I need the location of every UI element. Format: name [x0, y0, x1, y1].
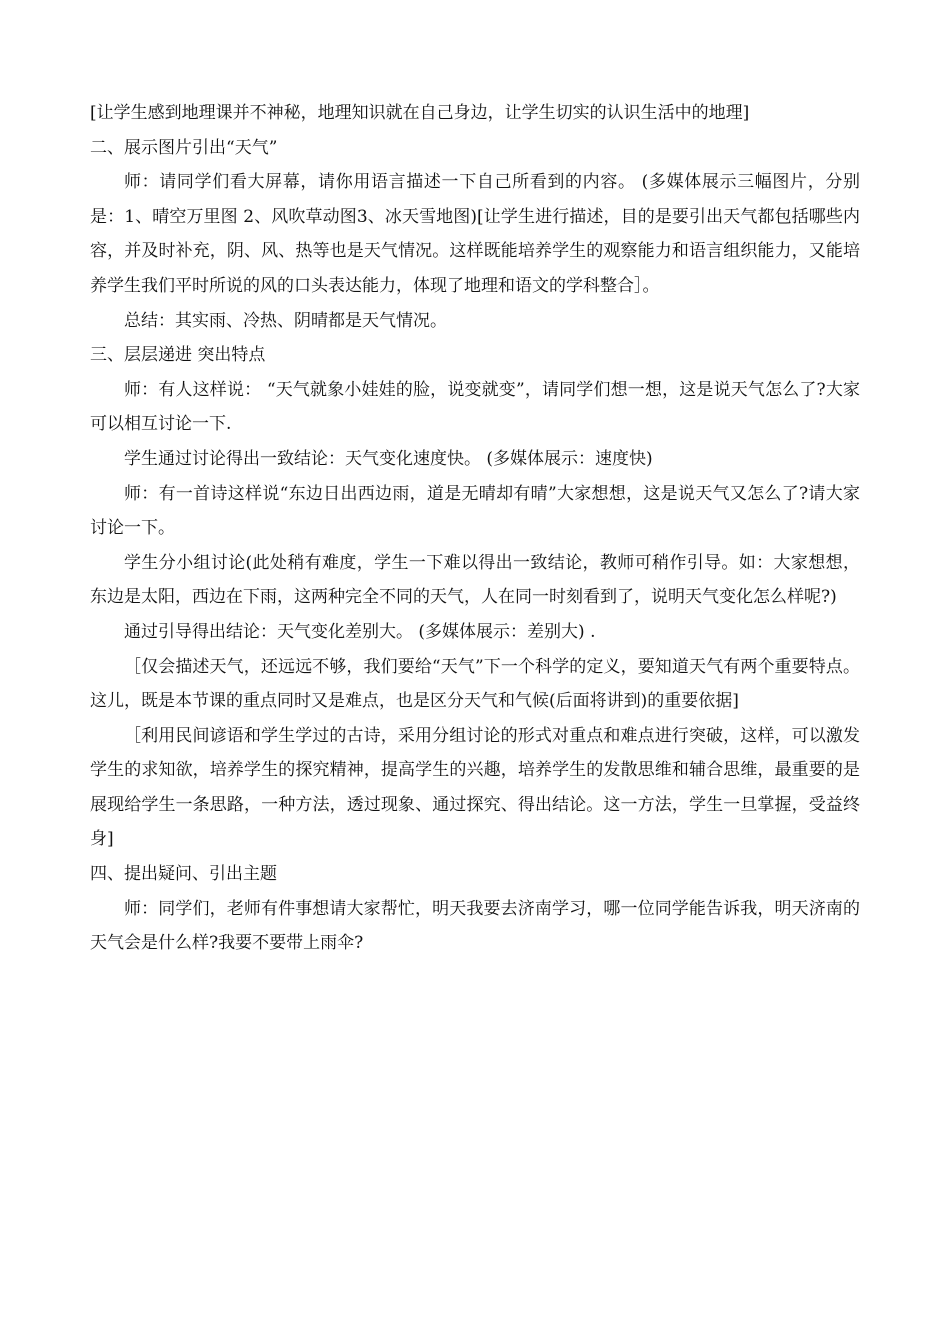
paragraph-teacher-saying: 师：有人这样说： “天气就象小娃娃的脸，说变就变”，请同学们想一想，这是说天气怎么了?大家可以相互讨论一下.	[90, 379, 860, 435]
paragraph-teacher-pictures: 师：请同学们看大屏幕，请你用语言描述一下自己所看到的内容。 (多媒体展示三幅图片，分别是：1、晴空万里图 2、风吹草动图3、冰天雪地图)[让学生进行描述，目的是要引出天气都包括哪些内容，并及时补充，阴、风、热等也是天气情况。这样既能培养学生的观察能力和语言组织能力，又能培养学生我们平时所说的风的口头表达能力，体现了地理和语文的学科整合］。	[90, 172, 860, 296]
paragraph-intro-note: [让学生感到地理课并不神秘，地理知识就在自己身边，让学生切实的认识生活中的地理]	[90, 103, 750, 123]
paragraph-summary: 总结：其实雨、冷热、阴晴都是天气情况。	[124, 310, 447, 331]
paragraph-teacher-poem: 师：有一首诗这样说“东边日出西边雨，道是无晴却有晴”大家想想，这是说天气又怎么了?请大家讨论一下。	[90, 483, 860, 539]
section-heading-2: 二、展示图片引出“天气”	[90, 137, 278, 158]
paragraph-note-definition: ［仅会描述天气，还远远不够，我们要给“天气”下一个科学的定义，要知道天气有两个重要特点。这儿，既是本节课的重点同时又是难点，也是区分天气和气候(后面将讲到)的重要依据]	[90, 656, 860, 712]
paragraph-note-method: ［利用民间谚语和学生学过的古诗，采用分组讨论的形式对重点和难点进行突破，这样，可以激发学生的求知欲，培养学生的探究精神，提高学生的兴趣，培养学生的发散思维和辅合思维，最重要的是展现给学生一条思路，一种方法，透过现象、通过探究、得出结论。这一方法，学生一旦掌握，受益终身]	[90, 725, 860, 850]
document-page	[90, 96, 860, 961]
paragraph-group-discussion: 学生分小组讨论(此处稍有难度，学生一下难以得出一致结论，教师可稍作引导。如：大家想想，东边是太阳，西边在下雨，这两种完全不同的天气，人在同一时刻看到了，说明天气变化怎么样呢?)	[90, 552, 860, 608]
section-heading-4: 四、提出疑问、引出主题	[90, 864, 277, 885]
paragraph-conclusion-difference: 通过引导得出结论：天气变化差别大。 (多媒体展示：差别大) .	[124, 621, 596, 642]
section-heading-3: 三、层层递进 突出特点	[90, 345, 266, 366]
paragraph-conclusion-speed: 学生通过讨论得出一致结论：天气变化速度快。 (多媒体展示：速度快)	[124, 448, 653, 469]
paragraph-teacher-question: 师：同学们，老师有件事想请大家帮忙，明天我要去济南学习，哪一位同学能告诉我，明天济南的天气会是什么样?我要不要带上雨伞?	[90, 898, 860, 954]
